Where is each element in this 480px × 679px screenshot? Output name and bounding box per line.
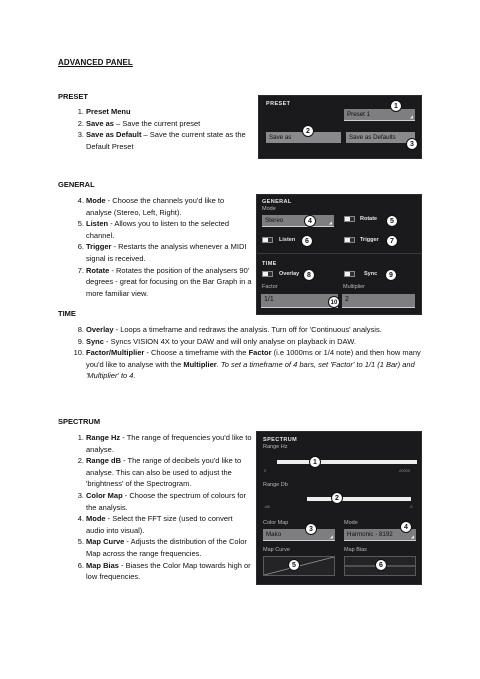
spectrum-heading: SPECTRUM	[58, 417, 101, 426]
preset-menu[interactable]: Preset 1 ◢	[344, 109, 415, 121]
save-as-button[interactable]: Save as	[266, 132, 341, 143]
list-item: 5. Map Curve - Adjusts the distribution of the Color Map across the range frequencies.	[77, 537, 247, 558]
list-item: 6. Map Bias - Biases the Color Map towards high or low frequencies.	[77, 560, 251, 582]
hz-min-tick: 0	[264, 468, 267, 473]
spectrum-panel-screenshot	[256, 431, 422, 585]
dropdown-caret-icon: ◢	[329, 534, 333, 539]
listen-label: Listen	[279, 237, 296, 243]
listen-toggle[interactable]	[262, 237, 273, 243]
time-list	[72, 324, 424, 382]
rotate-label: Rotate	[360, 216, 378, 222]
db-max-tick: -5	[409, 504, 413, 509]
callout-badge: 2	[331, 492, 343, 504]
list-item: 7. Rotate - Rotates the position of the analysers 90' degrees - great for focusing on the Bar Graph in a more familiar view.	[77, 265, 252, 298]
rotate-toggle[interactable]	[344, 216, 355, 222]
callout-badge: 5	[288, 559, 300, 571]
map-curve-label: Map Curve	[263, 547, 290, 553]
mode-dropdown[interactable]: Stereo ◢	[262, 215, 334, 227]
callout-badge: 3	[305, 523, 317, 535]
callout-badge: 6	[301, 235, 313, 247]
callout-badge: 1	[390, 100, 402, 112]
dropdown-caret-icon: ◢	[409, 114, 413, 119]
callout-badge: 6	[375, 559, 387, 571]
list-item: 1. Preset Menu	[77, 107, 131, 116]
list-item: 1. Range Hz - The range of frequencies you'd like to analyse.	[77, 433, 252, 454]
factor-label: Factor	[262, 284, 278, 290]
save-as-default-button[interactable]: Save as Defaults	[346, 132, 415, 143]
document-title: ADVANCED PANEL	[58, 58, 133, 67]
preset-heading: PRESET	[58, 92, 89, 101]
divider	[257, 253, 421, 254]
list-item: 9. Sync - Syncs VISION 4X to your DAW and will only analyse on playback in DAW.	[77, 336, 356, 346]
spectrum-panel-label: SPECTRUM	[263, 437, 298, 443]
range-db-slider[interactable]	[307, 497, 411, 501]
callout-badge: 9	[385, 269, 397, 281]
range-hz-slider[interactable]	[277, 460, 417, 464]
trigger-label: Trigger	[360, 237, 379, 243]
list-item: 2. Save as – Save the current preset	[77, 118, 201, 128]
list-item: 3. Save as Default – Save the current state as the Default Preset	[77, 130, 246, 151]
mode-label: Mode	[262, 206, 276, 212]
color-map-label: Color Map	[263, 520, 289, 526]
trigger-toggle[interactable]	[344, 237, 355, 243]
db-min-tick: -68	[264, 504, 270, 509]
time-heading: TIME	[58, 309, 76, 318]
preset-panel-screenshot	[258, 95, 422, 159]
sync-label: Sync	[364, 271, 378, 277]
callout-badge: 2	[302, 125, 314, 137]
callout-badge: 5	[386, 215, 398, 227]
map-bias-label: Map Bias	[344, 547, 367, 553]
general-panel-label: GENERAL	[262, 199, 292, 205]
callout-badge: 1	[309, 456, 321, 468]
callout-badge: 4	[304, 215, 316, 227]
callout-badge: 3	[406, 138, 418, 150]
list-item: 2. Range dB - The range of decibels you'd like to analyse. This can also be used to adjust the 'brightness' of the Spectrogram.	[77, 456, 242, 489]
callout-badge: 8	[303, 269, 315, 281]
list-item: 5. Listen - Allows you to listen to the selected channel.	[77, 219, 229, 240]
sync-toggle[interactable]	[344, 271, 355, 277]
color-map-dropdown[interactable]: Mako ◢	[263, 529, 335, 541]
multiplier-label: Multiplier	[343, 284, 366, 290]
range-db-label: Range Db	[263, 482, 288, 488]
mode-label: Mode	[344, 520, 358, 526]
hz-max-tick: 20000	[399, 468, 411, 473]
callout-badge: 7	[386, 235, 398, 247]
general-list	[72, 195, 252, 299]
time-panel-label: TIME	[262, 261, 277, 267]
factor-field[interactable]: 1/1	[261, 294, 338, 308]
callout-badge: 10	[328, 296, 340, 308]
range-hz-label: Range Hz	[263, 444, 288, 450]
callout-badge: 4	[400, 521, 412, 533]
overlay-toggle[interactable]	[262, 271, 273, 277]
list-item: 3. Color Map - Choose the spectrum of colours for the analysis.	[77, 490, 247, 512]
dropdown-caret-icon: ◢	[328, 220, 332, 225]
preset-list	[72, 106, 247, 152]
preset-panel-label: PRESET	[266, 101, 291, 107]
list-item: 4. Mode - Choose the channels you'd like to analyse (Stereo, Left, Right).	[77, 196, 225, 217]
list-item: 8. Overlay - Loops a timeframe and redraws the analysis. Turn off for 'Continuous' analysis.	[77, 325, 382, 334]
dropdown-caret-icon: ◢	[410, 534, 414, 539]
list-item: 4. Mode - Select the FFT size (used to convert audio into visual).	[77, 514, 233, 535]
general-panel-screenshot	[256, 194, 422, 315]
general-heading: GENERAL	[58, 180, 95, 189]
list-item: 10. Factor/Multiplier - Choose a timeframe with the Factor (i.e 1000ms or 1/4 note) and then how many you'd like to analyse with the Multiplier. To set a timeframe of 4 bars, set 'Factor' to 1/1 (1 Bar) and 'Multiplier' to 4.	[73, 348, 421, 381]
list-item: 6. Trigger - Restarts the analysis whenever a MIDI signal is received.	[77, 242, 247, 263]
spectrum-list	[72, 432, 252, 583]
fft-mode-dropdown[interactable]: Harmonic - 8192 ◢	[344, 529, 416, 541]
overlay-label: Overlay	[279, 271, 300, 277]
multiplier-field[interactable]: 2	[342, 294, 415, 308]
